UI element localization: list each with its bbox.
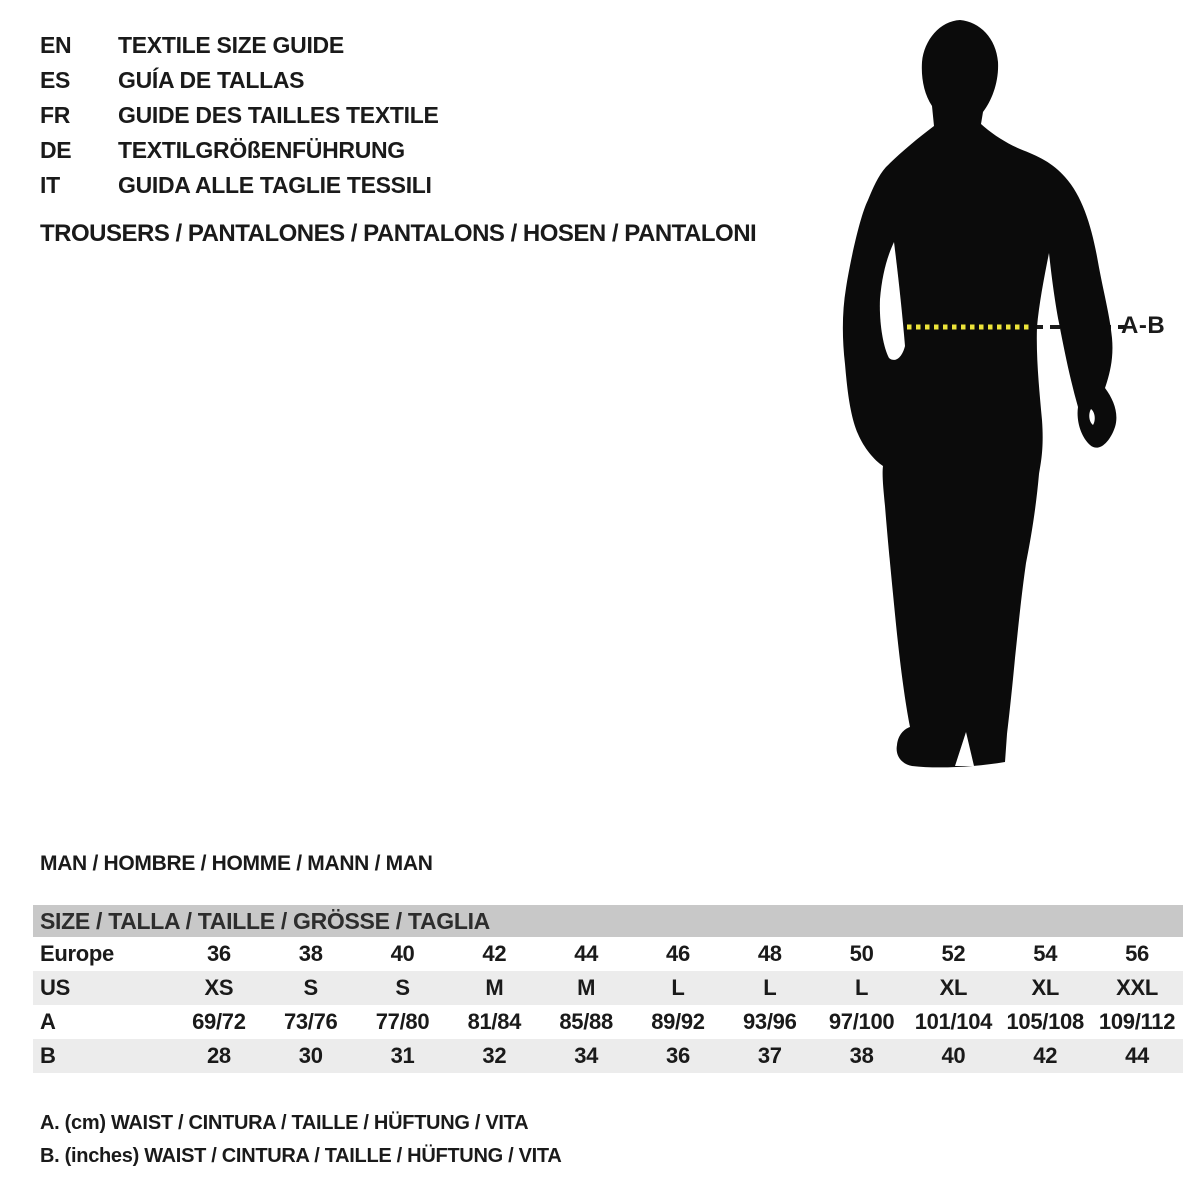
size-cell: 89/92: [651, 1009, 705, 1034]
size-cell: 97/100: [828, 1009, 895, 1034]
row-label: A: [40, 1009, 56, 1034]
table-row-a-cm: [33, 1005, 1183, 1039]
size-cell: XXL: [1116, 975, 1158, 1000]
language-title: GUÍA DE TALLAS: [118, 67, 305, 93]
table-row-europe: [33, 937, 1183, 971]
language-code: DE: [40, 137, 72, 163]
category-title: TROUSERS / PANTALONES / PANTALONS / HOSEN / PANTALONI: [40, 220, 757, 247]
size-cell: 52: [941, 941, 966, 966]
measure-label-ab: A-B: [1121, 312, 1166, 339]
size-cell: S: [395, 975, 410, 1000]
size-cell: 44: [574, 941, 599, 966]
language-row-de: [40, 133, 439, 168]
table-row-us: [33, 971, 1183, 1005]
size-cell: 44: [1125, 1043, 1149, 1068]
size-cell: 69/72: [192, 1009, 246, 1034]
row-label: B: [40, 1043, 56, 1068]
size-table: [33, 905, 1183, 1073]
size-cell: 77/80: [375, 1009, 430, 1034]
language-code: EN: [40, 32, 72, 58]
size-cell: 28: [206, 1043, 231, 1068]
language-title: GUIDE DES TAILLES TEXTILE: [118, 102, 439, 128]
footnotes: [40, 1107, 562, 1173]
size-cell: 42: [482, 941, 507, 966]
size-cell: 48: [757, 941, 782, 966]
size-cell: 46: [666, 941, 690, 966]
size-cell: XL: [1031, 975, 1059, 1000]
language-title: GUIDA ALLE TAGLIE TESSILI: [118, 172, 432, 198]
size-cell: 42: [1033, 1043, 1058, 1068]
size-cell: 40: [941, 1043, 966, 1068]
size-cell: 101/104: [914, 1009, 993, 1034]
size-cell: XS: [204, 975, 234, 1000]
language-title: TEXTILE SIZE GUIDE: [118, 32, 344, 58]
size-cell: L: [671, 975, 685, 1000]
size-cell: M: [577, 975, 596, 1000]
size-cell: M: [485, 975, 504, 1000]
language-row-en: [40, 28, 439, 63]
row-label: Europe: [40, 941, 114, 966]
footnote-a: A. (cm) WAIST / CINTURA / TAILLE / HÜFTUNG / VITA: [40, 1112, 529, 1134]
section-title-man: MAN / HOMBRE / HOMME / MANN / MAN: [40, 852, 433, 875]
language-list: [40, 28, 439, 203]
language-row-it: [40, 168, 439, 203]
size-cell: 93/96: [743, 1009, 797, 1034]
size-cell: 32: [482, 1043, 507, 1068]
size-cell: 54: [1033, 941, 1058, 966]
size-cell: 38: [298, 941, 323, 966]
language-code: IT: [40, 172, 60, 198]
size-cell: L: [763, 975, 777, 1000]
table-row-b-inches: [33, 1039, 1183, 1073]
size-cell: 105/108: [1006, 1009, 1084, 1034]
language-code: FR: [40, 102, 71, 128]
language-title: TEXTILGRÖßENFÜHRUNG: [118, 137, 405, 163]
size-cell: 81/84: [467, 1009, 522, 1034]
size-cell: 37: [757, 1043, 782, 1068]
size-cell: XL: [939, 975, 968, 1000]
silhouette-body: [843, 20, 1117, 767]
size-cell: 34: [574, 1043, 599, 1068]
language-code: ES: [40, 67, 71, 93]
size-cell: 109/112: [1098, 1009, 1176, 1034]
size-cell: 31: [390, 1043, 415, 1068]
footnote-b: B. (inches) WAIST / CINTURA / TAILLE / HÜFTUNG / VITA: [40, 1145, 562, 1167]
size-cell: 56: [1125, 941, 1149, 966]
size-cell: 73/76: [283, 1009, 338, 1034]
size-table-header: SIZE / TALLA / TAILLE / GRÖSSE / TAGLIA: [33, 905, 1183, 937]
size-cell: 50: [849, 941, 874, 966]
size-cell: 38: [849, 1043, 874, 1068]
language-row-es: [40, 63, 439, 98]
size-cell: 40: [390, 941, 415, 966]
size-cell: 36: [666, 1043, 690, 1068]
size-cell: 36: [206, 941, 231, 966]
row-label: US: [40, 975, 70, 1000]
size-cell: 85/88: [559, 1009, 613, 1034]
size-cell: 30: [298, 1043, 323, 1068]
language-row-fr: [40, 98, 439, 133]
size-cell: S: [303, 975, 318, 1000]
man-silhouette: [840, 16, 1170, 776]
size-cell: L: [855, 975, 869, 1000]
